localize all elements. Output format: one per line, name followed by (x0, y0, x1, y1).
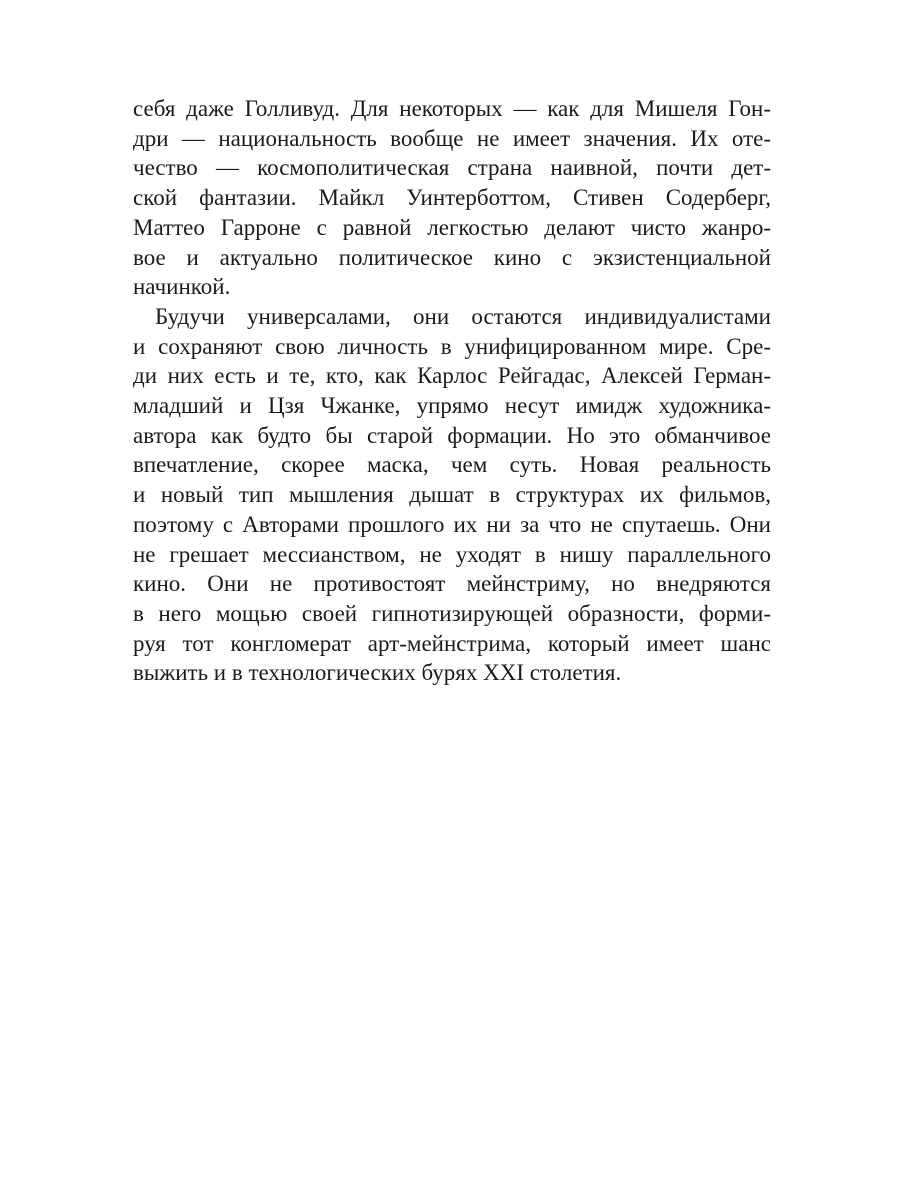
text-line: в него мощью своей гипнотизирующей образности, форми- (133, 600, 771, 626)
text-line: младший и Цзя Чжанке, упрямо несут имидж художника- (133, 393, 771, 419)
text-line: ской фантазии. Майкл Уинтерботтом, Стивен Содерберг, (133, 185, 771, 211)
text-line: кино. Они не противостоят мейнстриму, но внедряются (133, 571, 771, 597)
text-line: чество — космополитическая страна наивной, почти дет- (133, 155, 771, 181)
page-text-block (133, 94, 771, 688)
text-line: себя даже Голливуд. Для некоторых — как для Мишеля Гон- (133, 96, 771, 121)
text-line: Маттео Гарроне с равной легкостью делают чисто жанро- (133, 214, 771, 240)
text-line: впечатление, скорее маска, чем суть. Новая реальность (133, 452, 771, 478)
text-line: вое и актуально политическое кино с экзистенциальной (133, 244, 771, 270)
text-line: дри — национальность вообще не имеет значения. Их оте- (133, 125, 771, 151)
text-line: руя тот конгломерат арт-мейнстрима, который имеет шанс (133, 630, 771, 656)
text-line: не грешает мессианством, не уходят в нишу параллельного (133, 541, 771, 567)
text-line: автора как будто бы старой формации. Но это обманчивое (133, 422, 771, 448)
paragraph (133, 302, 771, 688)
text-line: Будучи универсалами, они остаются индивидуалистами (155, 303, 771, 329)
text-line: и сохраняют свою личность в унифицированном мире. Сре- (133, 333, 771, 359)
text-line: выжить и в технологических бурях XXI столетия. (133, 660, 622, 686)
paragraph (133, 94, 771, 302)
text-line: начинкой. (133, 274, 231, 300)
text-line: ди них есть и те, кто, как Карлос Рейгадас, Алексей Герман- (133, 363, 771, 389)
text-line: поэтому с Авторами прошлого их ни за что не спутаешь. Они (133, 511, 771, 537)
text-line: и новый тип мышления дышат в структурах их фильмов, (133, 482, 771, 508)
